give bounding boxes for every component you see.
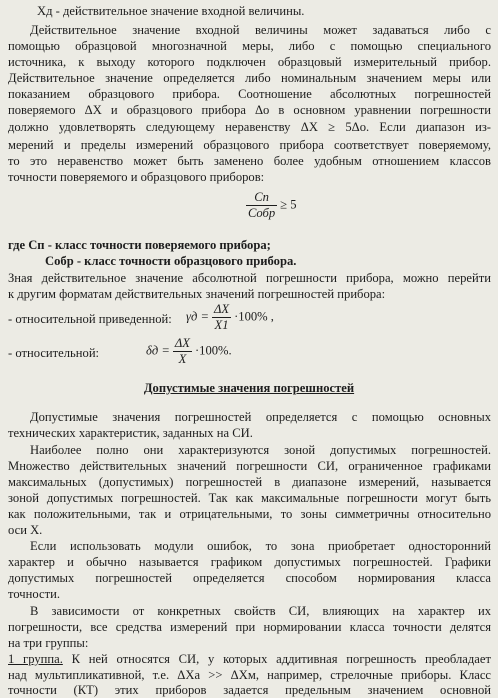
text-line: то это неравенство может быть заменено более удобным отношением классов [8, 154, 491, 168]
text-line: Cобр - класс точности образцового прибора. [45, 254, 297, 268]
formula-denominator: X [178, 352, 187, 366]
text-line: мерений и пределы измерений образцового прибора соответствует поверяемому, [8, 138, 491, 152]
text-line: Действительное значение определяется либо номинальным значением меры или [8, 71, 491, 85]
text-line: над мультипликативной, т.е. ΔXа >> ΔXм, например, стрелочные приборы. Класс [8, 668, 491, 682]
text-line: точности поверяемого и образцового приборов: [8, 170, 265, 184]
text-line: помощью образцовой многозначной меры, либо с помощью специального [8, 39, 491, 53]
formula-numerator: Cп [254, 190, 269, 204]
text-line: допустимых погрешностей определяется способом нормирования класса [8, 571, 491, 585]
text-line: на три группы: [8, 636, 89, 650]
text-line: должно удовлетворять следующему неравенству ΔX ≥ 5Δо. Если диапазон из- [8, 120, 491, 134]
formula-reduced-error [186, 302, 274, 333]
text-line: как положительными, так и отрицательными, то зоны симметричны относительно [8, 507, 491, 521]
formula-rhs: ·100% , [234, 309, 274, 324]
text-line: Зная действительное значение абсолютной погрешности прибора, можно перейти [8, 271, 491, 285]
formula-denominator: X1 [214, 318, 229, 332]
text-line: точности (КТ) этих приборов задается предельным значением основной [8, 683, 491, 697]
section-heading: Допустимые значения погрешностей [143, 381, 355, 395]
text-line: где Cп - класс точности поверяемого прибора; [8, 238, 271, 252]
text-line [8, 652, 491, 667]
formula-denominator: Cобр [248, 206, 276, 220]
formula-lhs: γд = [186, 309, 209, 324]
text-line: В зависимости от конкретных свойств СИ, влияющих на характер их [30, 604, 491, 618]
formula-numerator: ΔX [213, 302, 230, 316]
text-line: Xд - действительное значение входной величины. [37, 4, 305, 18]
text-line: технических характеристик, заданных на СИ. [8, 426, 253, 440]
formula-numerator: ΔX [174, 336, 190, 350]
text-line: максимальных (допустимых) погрешностей в диапазоне измерений, называется [8, 475, 491, 489]
text-line: оси X. [8, 523, 43, 537]
text-span: К ней относятся СИ, у которых аддитивная погрешность преобладает [62, 652, 491, 666]
formula-label: - относительной приведенной: [8, 312, 172, 326]
text-line: Действительное значение входной величины может задаваться либо с [30, 23, 491, 37]
text-line: характер и обычно называется графиком допустимых погрешностей. Графики [8, 555, 491, 569]
text-line: Наиболее полно они характеризуются зоной допустимых погрешностей. [30, 443, 491, 457]
formula-lhs: δд = [146, 343, 170, 358]
text-line: погрешности, все средства измерений при нормировании класса точности делятся [8, 620, 491, 634]
formula-rhs: ≥ 5 [280, 197, 297, 212]
formula-relative-error [146, 336, 232, 367]
formula-rhs: ·100%. [194, 343, 232, 358]
text-line: точности. [8, 587, 60, 601]
text-line: показанием образцового прибора. Соотношение абсолютных погрешностей [8, 87, 491, 101]
text-line: поверяемого ΔX и образцового прибора Δо в основном уравнении погрешности [8, 103, 491, 117]
formula-label: - относительной: [8, 346, 100, 360]
text-line: Допустимые значения погрешностей определяется с помощью основных [30, 410, 491, 424]
text-line: Если использовать модули ошибок, то зона приобретает односторонний [30, 539, 491, 553]
text-line: зоной допустимых погрешностей. Так как максимальные погрешности могут быть [8, 491, 491, 505]
text-line: Множество действительных значений погрешности СИ, ограниченное графиками [8, 459, 491, 473]
formula-class-ratio [243, 190, 297, 221]
text-line: источника, к выходу которого подключен образцовый измерительный прибор. [8, 55, 491, 69]
group-label: 1 группа. [8, 652, 63, 666]
text-line: к другим форматам действительных значений погрешностей прибора: [8, 287, 386, 301]
